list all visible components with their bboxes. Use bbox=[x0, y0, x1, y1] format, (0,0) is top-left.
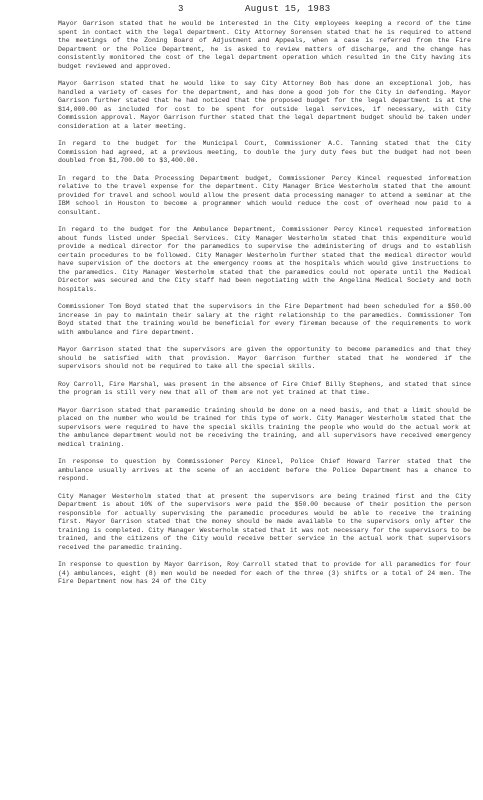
paragraph-8: Roy Carroll, Fire Marshal, was present in the absence of Fire Chief Billy Stephens, and stated that since the program is still very new that all of them are not yet trained at that time. bbox=[58, 380, 471, 396]
paragraph-6: Commissioner Tom Boyd stated that the supervisors in the Fire Department had been scheduled for a $50.00 increase in pay to maintain their salary at the right relationship to the paramedics. Commissioner Tom Boyd stated that the training would be beneficial for every fireman because of the requirements to work with ambulance and fire department. bbox=[58, 303, 471, 336]
paragraph-11: City Manager Westerholm stated that at present the supervisors are being trained first and the City Department is about 10% of the supervisors were paid the $50.00 because of their position the person responsible for actually supervising the paramedic procedures would be able to receive the training first. Mayor Garrison stated that the money should be made available to the supervisors only after the training is completed. City Manager Westerholm stated that it was not necessary for the supervisors to be trained, and the citizens of the City would receive better service in the actual work that supervisors received the paramedic training. bbox=[58, 492, 471, 551]
paragraph-12: In response to question by Mayor Garrison, Roy Carroll stated that to provide for all paramedics for four (4) ambulances, eight (8) men would be needed for each of the three (3) shifts or a total of 24 men. The Fire Department now has 24 of the City bbox=[58, 561, 471, 585]
page-date: August 15, 1983 bbox=[245, 4, 331, 14]
paragraph-7: Mayor Garrison stated that the supervisors are given the opportunity to become paramedics and that they should be satisfied with that provision. Mayor Garrison further stated that he wondered if the supervisors should not be required to take all the special skills. bbox=[58, 346, 471, 370]
page-number: 3 bbox=[178, 4, 184, 14]
page-header bbox=[0, 2, 483, 18]
paragraph-5: In regard to the budget for the Ambulance Department, Commissioner Percy Kincel requested information about funds listed under Special Services. City Manager Westerholm stated that this expenditure would provide a medical director for the paramedics to supervise the administering of drugs and to establish certain procedures to be followed. City Manager Westerholm further stated that the medical director would have supervision of the doctors at the emergency rooms at the hospitals which would give instructions to the paramedics. City Manager Westerholm stated that the paramedics could not operate until the Medical Director was secured and the City staff had been negotiating with the Angelina Medical Society and both hospitals. bbox=[58, 226, 471, 293]
document-body bbox=[58, 20, 471, 596]
paragraph-2: Mayor Garrison stated that he would like to say City Attorney Bob has done an exceptional job, has handled a variety of cases for the department, and has done a good job for the City in defending. Mayor Garrison further stated that he had noticed that the proposed budget for the legal department is at the $14,000.00 as included for cost to be spent for outside legal services, if necessary, with City Commission approval. Mayor Garrison further stated that the legal department budget should be taken under consideration at a later meeting. bbox=[58, 80, 471, 130]
paragraph-4: In regard to the Data Processing Department budget, Commissioner Percy Kincel requested information relative to the travel expense for the department. City Manager Brice Westerholm stated that the amount provided for travel and school would allow the present data processing manager to attend a seminar at the IBM school in Houston to become a programmer which would reduce the cost of overhead now paid to a consultant. bbox=[58, 174, 471, 216]
paragraph-3: In regard to the budget for the Municipal Court, Commissioner A.C. Tanning stated that the City Commission had agreed, at a previous meeting, to double the jury duty fees but the budget had not been doubled from $1,700.00 to $3,400.00. bbox=[58, 140, 471, 164]
paragraph-1: Mayor Garrison stated that he would be interested in the City employees keeping a record of the time spent in contact with the legal department. City Attorney Sorensen stated that he is required to attend the meetings of the Zoning Board of Adjustment and Appeals, when a case is referred from the Fire Department or the Police Department, he is asked to review matters of discharge, and the change has consistently monitored the cost of the legal department operation which resulted in the City having its budget reviewed and approved. bbox=[58, 20, 471, 70]
paragraph-9: Mayor Garrison stated that paramedic training should be done on a need basis, and that a limit should be placed on the number who would be trained for this type of work. City Manager Westerholm stated that the supervisors were required to have the special skills training the people who would do the actual work at the ambulance department would not be receiving the training, and all supervisors have received emergency medical training. bbox=[58, 406, 471, 448]
paragraph-10: In response to question by Commissioner Percy Kincel, Police Chief Howard Tarrer stated that the ambulance usually arrives at the scene of an accident before the Police Department has a chance to respond. bbox=[58, 458, 471, 482]
